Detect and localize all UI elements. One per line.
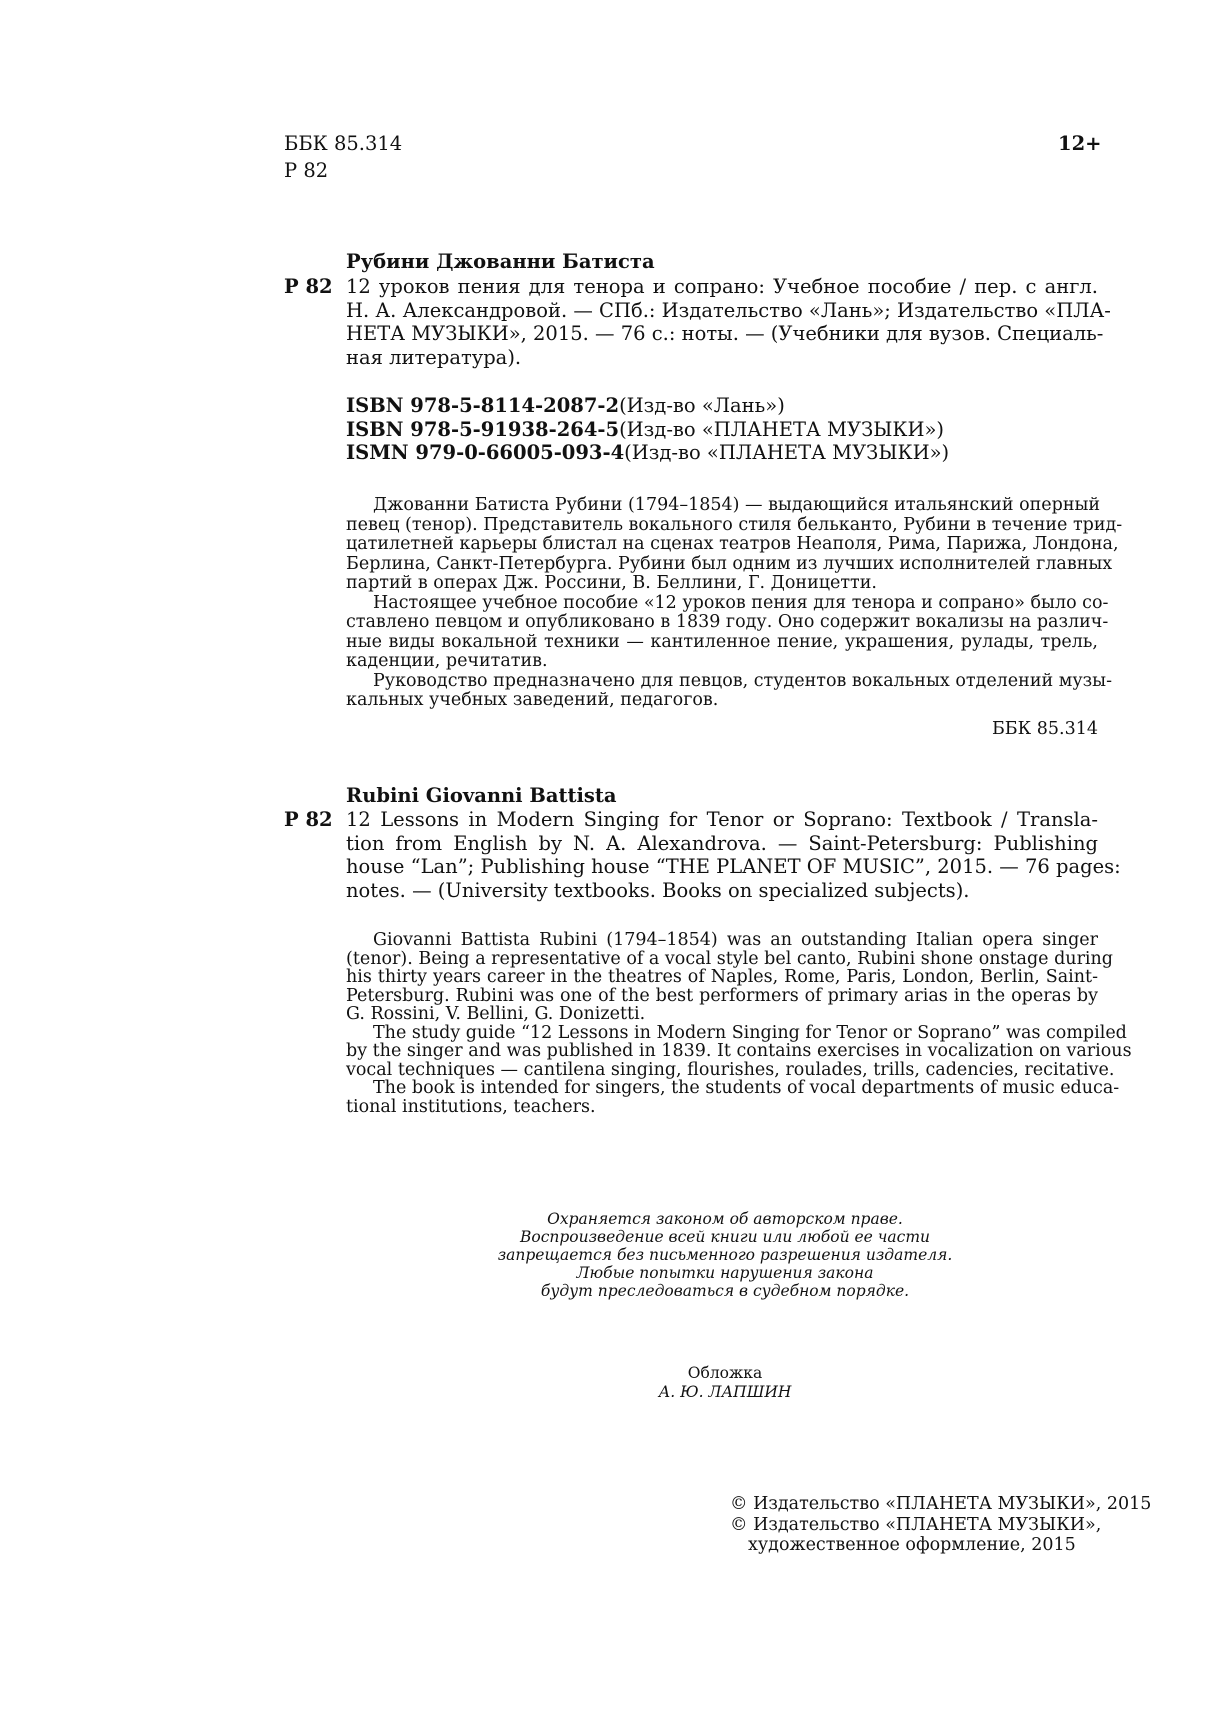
en-abstract-line: Giovanni Battista Rubini (1794–1854) was an outstanding Italian opera singer	[373, 930, 1098, 950]
ru-abstract-line: певец (тенор). Представитель вокального стиля бельканто, Рубини в течение трид-	[346, 514, 1123, 535]
ru-abstract-line: Настоящее учебное пособие «12 уроков пения для тенора и сопрано» было со-	[373, 592, 1109, 613]
ru-abstract-line: партий в операх Дж. Россини, В. Беллини, Г. Доницетти.	[346, 573, 877, 593]
en-citation-line: house “Lan”; Publishing house “THE PLANET OF MUSIC”, 2015. — 76 pages:	[346, 855, 1121, 878]
isbn-row	[346, 441, 949, 465]
ru-author-sign: Р 82	[284, 275, 333, 298]
cover-label: Обложка	[687, 1364, 763, 1382]
en-citation-line: tion from English by N. A. Alexandrova. — Saint-Petersburg: Publishing	[346, 831, 1098, 855]
ru-citation-line: ная литература).	[346, 345, 522, 369]
ru-abstract-line: цатилетней карьеры блистал на сценах театров Неаполя, Рима, Парижа, Лондона,	[346, 534, 1119, 554]
isbn-code: ISBN 978-5-8114-2087-2	[346, 394, 620, 417]
en-abstract-line: by the singer and was published in 1839. It contains exercises in vocalization on various	[346, 1041, 1132, 1061]
isbn-row	[346, 394, 949, 418]
copyright-block	[730, 1494, 1151, 1556]
en-abstract-line: vocal techniques — cantilena singing, flourishes, roulades, trills, cadencies, recitative.	[346, 1059, 1115, 1080]
ru-abstract-line: каденции, речитатив.	[346, 651, 548, 671]
ru-abstract-line: Руководство предназначено для певцов, студентов вокальных отделений музы-	[373, 670, 1113, 691]
ru-bbk-index: ББК 85.314	[991, 719, 1098, 739]
ru-abstract-line: ставлено певцом и опубликовано в 1839 году. Оно содержит вокализы на различ-	[346, 612, 1109, 632]
ru-abstract	[346, 495, 1123, 711]
isbn-publisher: (Изд-во «ПЛАНЕТА МУЗЫКИ»)	[619, 417, 945, 441]
en-abstract-line: Petersburg. Rubini was one of the best performers of primary arias in the operas by	[346, 985, 1098, 1006]
notice-line: Воспроизведение всей книги или любой ее части	[519, 1228, 931, 1246]
ru-abstract-line: Джованни Батиста Рубини (1794–1854) — выдающийся итальянский оперный	[373, 495, 1101, 515]
notice-line: будут преследоваться в судебном порядке.	[540, 1282, 910, 1300]
en-citation	[346, 808, 1121, 902]
cover-credit	[560, 1364, 890, 1402]
isbn-list	[346, 394, 949, 465]
en-abstract-line: The book is intended for singers, the students of vocal departments of music educa-	[373, 1078, 1120, 1098]
isbn-publisher: (Изд-во «Лань»)	[619, 394, 785, 417]
ru-author-heading: Рубини Джованни Батиста	[346, 250, 655, 273]
ru-citation-line: Н. А. Александровой. — СПб.: Издательство «Лань»; Издательство «ПЛА-	[346, 298, 1111, 322]
isbn-code: ISBN 978-5-91938-264-5	[346, 417, 620, 441]
isbn-code: ISMN 979-0-66005-093-4	[346, 441, 625, 464]
en-citation-line: 12 Lessons in Modern Singing for Tenor or Soprano: Textbook / Transla-	[346, 808, 1098, 831]
en-abstract-line: (tenor). Being a representative of a vocal style bel canto, Rubini shone onstage during	[346, 948, 1114, 969]
en-abstract-line: his thirty years career in the theatres of Naples, Rome, Paris, London, Berlin, Saint-	[346, 967, 1098, 987]
bbk-index: ББК 85.314	[284, 132, 403, 155]
copyright-notice	[460, 1210, 990, 1300]
notice-line: запрещается без письменного разрешения издателя.	[497, 1246, 953, 1264]
author-sign: Р 82	[284, 159, 329, 182]
copyright-line: © Издательство «ПЛАНЕТА МУЗЫКИ», 2015	[730, 1494, 1152, 1514]
en-author-sign: Р 82	[284, 808, 333, 831]
en-author-heading: Rubini Giovanni Battista	[346, 784, 617, 807]
isbn-publisher: (Изд-во «ПЛАНЕТА МУЗЫКИ»)	[624, 441, 950, 464]
en-abstract-line: G. Rossini, V. Bellini, G. Donizetti.	[346, 1004, 646, 1024]
isbn-row	[346, 418, 949, 442]
ru-citation-line: НЕТА МУЗЫКИ», 2015. — 76 с.: ноты. — (Учебники для вузов. Специаль-	[346, 322, 1104, 345]
ru-abstract-line: кальных учебных заведений, педагогов.	[346, 690, 719, 710]
ru-citation	[346, 275, 1111, 369]
en-abstract-line: tional institutions, teachers.	[346, 1096, 596, 1117]
copyright-line: художественное оформление, 2015	[748, 1535, 1076, 1555]
notice-line: Любые попытки нарушения закона	[576, 1264, 874, 1282]
cover-artist: А. Ю. ЛАПШИН	[658, 1383, 792, 1401]
en-citation-line: notes. — (University textbooks. Books on specialized subjects).	[346, 878, 970, 902]
en-abstract	[346, 930, 1132, 1117]
en-abstract-line: The study guide “12 Lessons in Modern Singing for Tenor or Soprano” was compiled	[373, 1022, 1127, 1043]
notice-line: Охраняется законом об авторском праве.	[547, 1210, 903, 1228]
ru-abstract-line: ные виды вокальной техники — кантиленное пение, украшения, рулады, трель,	[346, 631, 1098, 652]
ru-citation-line: 12 уроков пения для тенора и сопрано: Учебное пособие / пер. с англ.	[346, 275, 1098, 298]
ru-abstract-line: Берлина, Санкт-Петербурга. Рубини был одним из лучших исполнителей главных	[346, 553, 1113, 574]
copyright-line: © Издательство «ПЛАНЕТА МУЗЫКИ»,	[730, 1514, 1102, 1535]
age-rating-badge: 12+	[1058, 132, 1102, 155]
